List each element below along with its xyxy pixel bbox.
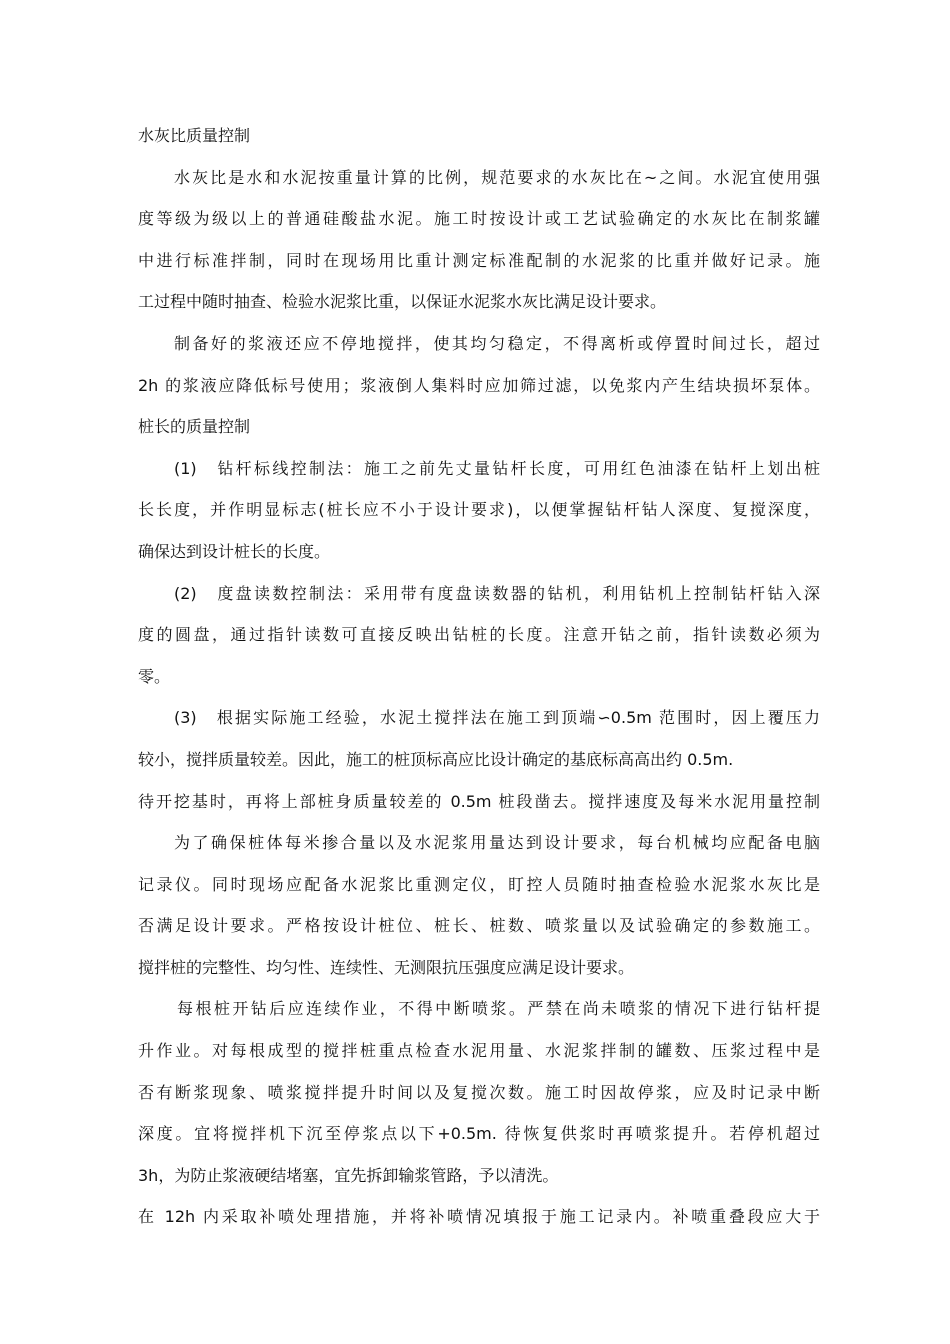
paragraph-line: 升作业。对每根成型的搅拌桩重点检查水泥用量、水泥浆拌制的罐数、压浆过程中是 xyxy=(138,1041,820,1061)
paragraph-line: 工过程中随时抽查、检验水泥浆比重，以保证水泥浆水灰比满足设计要求。 xyxy=(138,292,667,312)
paragraph-line: 搅拌桩的完整性、均匀性、连续性、无测限抗压强度应满足设计要求。 xyxy=(138,957,635,977)
paragraph-line: 待开挖基时，再将上部桩身质量较差的 0.5m 桩段凿去。搅拌速度及每米水泥用量控制 xyxy=(138,791,820,811)
paragraph-line: 否有断浆现象、喷浆搅拌提升时间以及复搅次数。施工时因故停浆，应及时记录中断 xyxy=(138,1082,820,1102)
paragraph-line: 在 12h 内采取补喷处理措施，并将补喷情况填报于施工记录内。补喷重叠段应大于 xyxy=(138,1207,820,1227)
paragraph-line: 为了确保桩体每米掺合量以及水泥浆用量达到设计要求，每台机械均应配备电脑 xyxy=(174,833,820,853)
paragraph-line: 长长度，并作明显标志(桩长应不小于设计要求)，以便掌握钻杆钻人深度、复搅深度， xyxy=(138,500,820,520)
paragraph-line: 中进行标准拌制，同时在现场用比重计测定标准配制的水泥浆的比重并做好记录。施 xyxy=(138,250,820,270)
list-item-2 xyxy=(138,573,820,698)
paragraph-line: 深度。宜将搅拌机下沉至停浆点以下+0.5m. 待恢复供浆时再喷浆提升。若停机超过 xyxy=(138,1124,820,1144)
paragraph-line: 否满足设计要求。严格按设计桩位、桩长、桩数、喷浆量以及试验确定的参数施工。 xyxy=(138,916,820,936)
list-item-3 xyxy=(138,697,820,822)
paragraph-line: 零。 xyxy=(138,666,171,686)
document-body xyxy=(138,115,820,1238)
section-heading-pile-length: 桩长的质量控制 xyxy=(138,417,251,437)
paragraph-line: 度的圆盘，通过指针读数可直接反映出钻桩的长度。注意开钻之前，指针读数必须为 xyxy=(138,625,820,645)
paragraph-line: 每根桩开钻后应连续作业，不得中断喷浆。严禁在尚未喷浆的情况下进行钻杆提 xyxy=(177,999,820,1019)
paragraph-line: (2) 度盘读数控制法：采用带有度盘读数器的钻机，利用钻机上控制钻杆钻入深 xyxy=(174,583,820,603)
paragraph-line: 确保达到设计桩长的长度。 xyxy=(138,541,331,561)
paragraph-line: 记录仪。同时现场应配备水泥浆比重测定仪，盯控人员随时抽查检验水泥浆水灰比是 xyxy=(138,874,820,894)
paragraph-line: 制备好的浆液还应不停地搅拌，使其均匀稳定，不得离析或停置时间过长，超过 xyxy=(174,333,820,353)
paragraph-line: 2h 的浆液应降低标号使用；浆液倒人集料时应加筛过滤，以免浆内产生结块损坏泵体。 xyxy=(138,375,820,395)
paragraph-slurry-mixing xyxy=(138,323,820,406)
paragraph-re-spraying xyxy=(138,1196,820,1238)
paragraph-continuous-operation xyxy=(138,988,820,1196)
paragraph-water-cement-ratio xyxy=(138,157,820,323)
paragraph-line: (1) 钻杆标线控制法：施工之前先丈量钻杆长度，可用红色油漆在钻杆上划出桩 xyxy=(174,458,820,478)
list-item-1 xyxy=(138,448,820,573)
paragraph-line: 3h，为防止浆液硬结堵塞，宜先拆卸输浆管路，予以清洗。 xyxy=(138,1165,559,1185)
paragraph-line: 水灰比是水和水泥按重量计算的比例，规范要求的水灰比在~之间。水泥宜使用强 xyxy=(174,167,820,187)
paragraph-line: 度等级为级以上的普通硅酸盐水泥。施工时按设计或工艺试验确定的水灰比在制浆罐 xyxy=(138,209,820,229)
paragraph-line: 较小，搅拌质量较差。因此，施工的桩顶标高应比设计确定的基底标高高出约 0.5m. xyxy=(138,749,734,769)
section-heading-water-cement-ratio: 水灰比质量控制 xyxy=(138,126,251,145)
paragraph-line: (3) 根据实际施工经验，水泥土搅拌法在施工到顶端∽0.5m 范围时，因上覆压力 xyxy=(174,708,820,728)
paragraph-computer-recorder xyxy=(138,822,820,988)
